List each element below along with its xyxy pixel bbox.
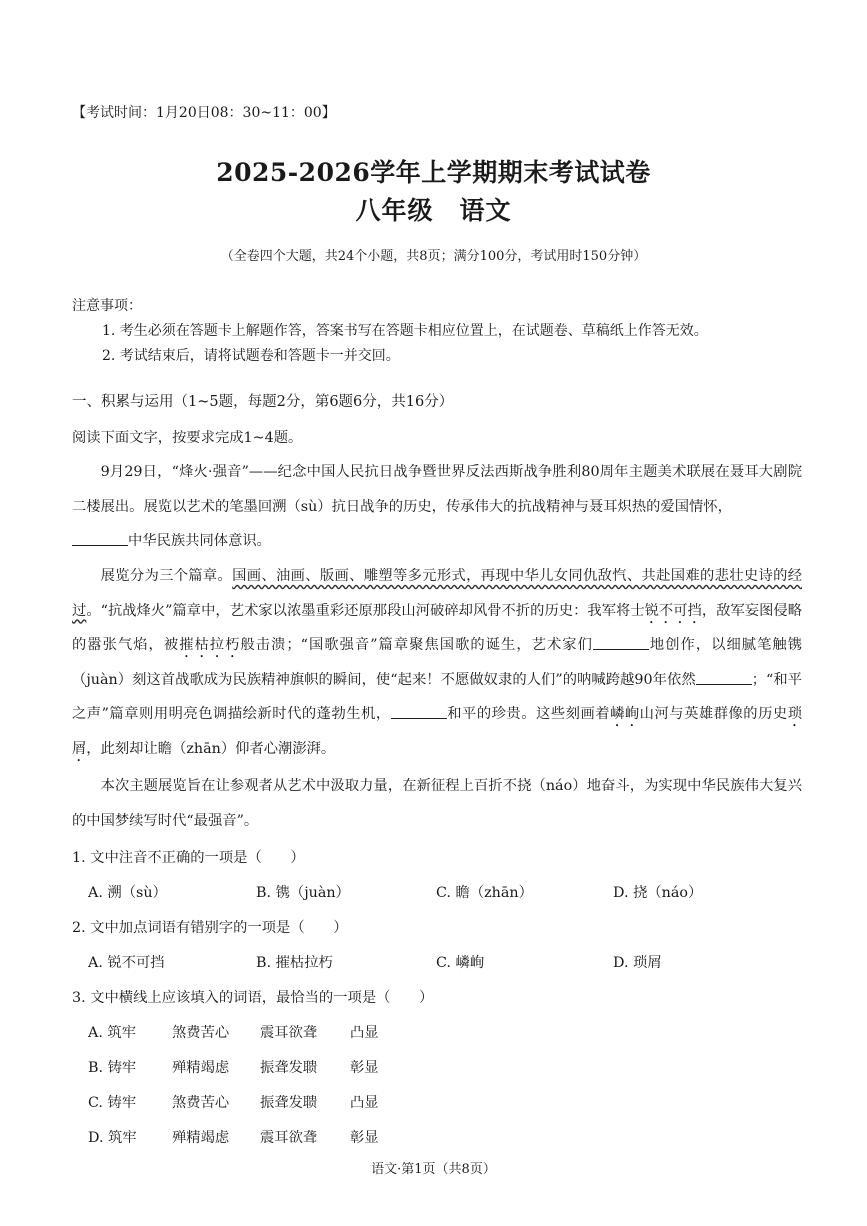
option-word: 凸显 (350, 1025, 379, 1041)
passage-text: 和平的珍贵。这些刻画着 (446, 706, 611, 722)
question-1-option-a[interactable]: A. 溯（sù） (88, 885, 167, 901)
option-word: B. 铸牢 (88, 1060, 137, 1076)
option-word: 煞费苦心 (172, 1095, 230, 1111)
exam-info: （全卷四个大题，共24个小题，共8页；满分100分，考试用时150分钟） (220, 249, 647, 264)
fill-blank (696, 670, 752, 685)
dotted-word: 摧枯拉朽 (179, 637, 241, 653)
exam-subtitle: 八年级 语文 (355, 196, 512, 225)
option-word: 振聋发聩 (260, 1095, 318, 1111)
passage-text: ；“和平之声”篇章则用明亮色调描绘新时代的蓬勃生机， (72, 671, 802, 722)
question-2-option-d[interactable]: D. 琐屑 (613, 955, 662, 971)
option-word: 殚精竭虑 (172, 1060, 230, 1076)
exam-title: 2025-2026学年上学期期末考试试卷 (216, 158, 651, 187)
option-word: 震耳欲聋 (260, 1130, 318, 1146)
section-heading: 一、积累与运用（1~5题，每题2分，第6题6分，共16分） (72, 394, 454, 410)
passage-text: 中华民族共同体意识。 (128, 533, 271, 549)
dotted-word: 琐屑 (72, 706, 803, 757)
passage-text: 展览分为三个篇章。 (100, 568, 233, 584)
option-word: 震耳欲聋 (260, 1025, 318, 1041)
question-3-option-b[interactable] (0, 1057, 867, 1087)
question-1-option-b[interactable]: B. 镌（juàn） (256, 885, 350, 901)
passage-text: ，敌军妄图侵略的嚣张气焰，被 (72, 602, 802, 653)
question-1-stem: 1. 文中注音不正确的一项是（ ） (72, 850, 305, 866)
option-word: C. 铸牢 (88, 1095, 137, 1111)
page-footer: 语文·第1页（共8页） (371, 1162, 496, 1177)
dotted-word: 嶙峋 (610, 706, 640, 722)
option-word: 彰显 (350, 1130, 379, 1146)
wavy-underlined-sentence: 国画、油画、版画、雕塑等多元形式，再现中华儿女同仇敌忾、共赴国难的悲壮史诗的经过 (72, 568, 802, 619)
passage-text: 般击溃；“国歌强音”篇章聚焦国歌的诞生，艺术家们 (240, 637, 593, 653)
option-word: D. 筑牢 (88, 1130, 137, 1146)
passage-text: 9月29日，“烽火·强音”——纪念中国人民抗日战争暨世界反法西斯战争胜利80周年主题美术联展在聂耳大剧院二楼展出。展览以艺术的笔墨回溯（sù）抗日战争的历史，传承伟大的抗战精神与聂耳炽热的爱国情怀， (72, 464, 802, 515)
option-word: 彰显 (350, 1060, 379, 1076)
question-3-stem: 3. 文中横线上应该填入的词语，最恰当的一项是（ ） (72, 990, 434, 1006)
question-1-option-c[interactable]: C. 瞻（zhān） (436, 885, 533, 901)
passage-text: 山河与英雄群像的历史 (639, 706, 788, 722)
passage-paragraph-3: 本次主题展览旨在让参观者从艺术中汲取力量，在新征程上百折不挠（náo）地奋斗，为实现中华民族伟大复兴的中国梦续写时代“最强音”。 (72, 778, 802, 829)
question-3-option-c[interactable] (0, 1092, 867, 1122)
option-word: A. 筑牢 (88, 1025, 137, 1041)
question-2-option-c[interactable]: C. 嶙峋 (436, 955, 485, 971)
question-2-option-a[interactable]: A. 锐不可挡 (88, 955, 165, 971)
dotted-word: 锐不可挡 (644, 602, 702, 619)
exam-time: 【考试时间：1月20日08：30~11：00】 (72, 105, 336, 121)
question-3-option-a[interactable] (0, 1022, 867, 1052)
option-word: 煞费苦心 (172, 1025, 230, 1041)
notice-item-2: 2. 考试结束后，请将试题卷和答题卡一并交回。 (102, 348, 400, 364)
option-word: 殚精竭虑 (172, 1130, 230, 1146)
passage-text: 。“抗战烽火”篇章中，艺术家以浓墨重彩还原那段山河破碎却风骨不折的历史：我军将士 (86, 602, 645, 619)
question-1-option-d[interactable]: D. 挠（náo） (613, 885, 703, 901)
notice-heading: 注意事项： (72, 298, 142, 314)
question-3-option-d[interactable] (0, 1127, 867, 1157)
passage-paragraph-2 (72, 559, 802, 766)
option-word: 振聋发聩 (260, 1060, 318, 1076)
fill-blank (391, 704, 447, 719)
passage-text: 地创作，以细腻笔触镌（juàn）刻这首战歌成为民族精神旗帜的瞬间，使“起来！不愿做奴隶的人们”的呐喊跨越90年依然 (72, 637, 803, 688)
question-2-stem: 2. 文中加点词语有错别字的一项是（ ） (72, 920, 348, 936)
fill-blank (593, 635, 649, 650)
passage-text: ，此刻却让瞻（zhān）仰者心潮澎湃。 (86, 740, 336, 757)
notice-item-1: 1. 考生必须在答题卡上解题作答，答案书写在答题卡相应位置上，在试题卷、草稿纸上作答无效。 (102, 323, 708, 339)
question-2-option-b[interactable]: B. 摧枯拉朽 (256, 955, 333, 971)
fill-blank (72, 531, 128, 546)
option-word: 凸显 (350, 1095, 379, 1111)
reading-instruction: 阅读下面文字，按要求完成1~4题。 (72, 430, 303, 446)
passage-paragraph-1 (72, 455, 802, 559)
